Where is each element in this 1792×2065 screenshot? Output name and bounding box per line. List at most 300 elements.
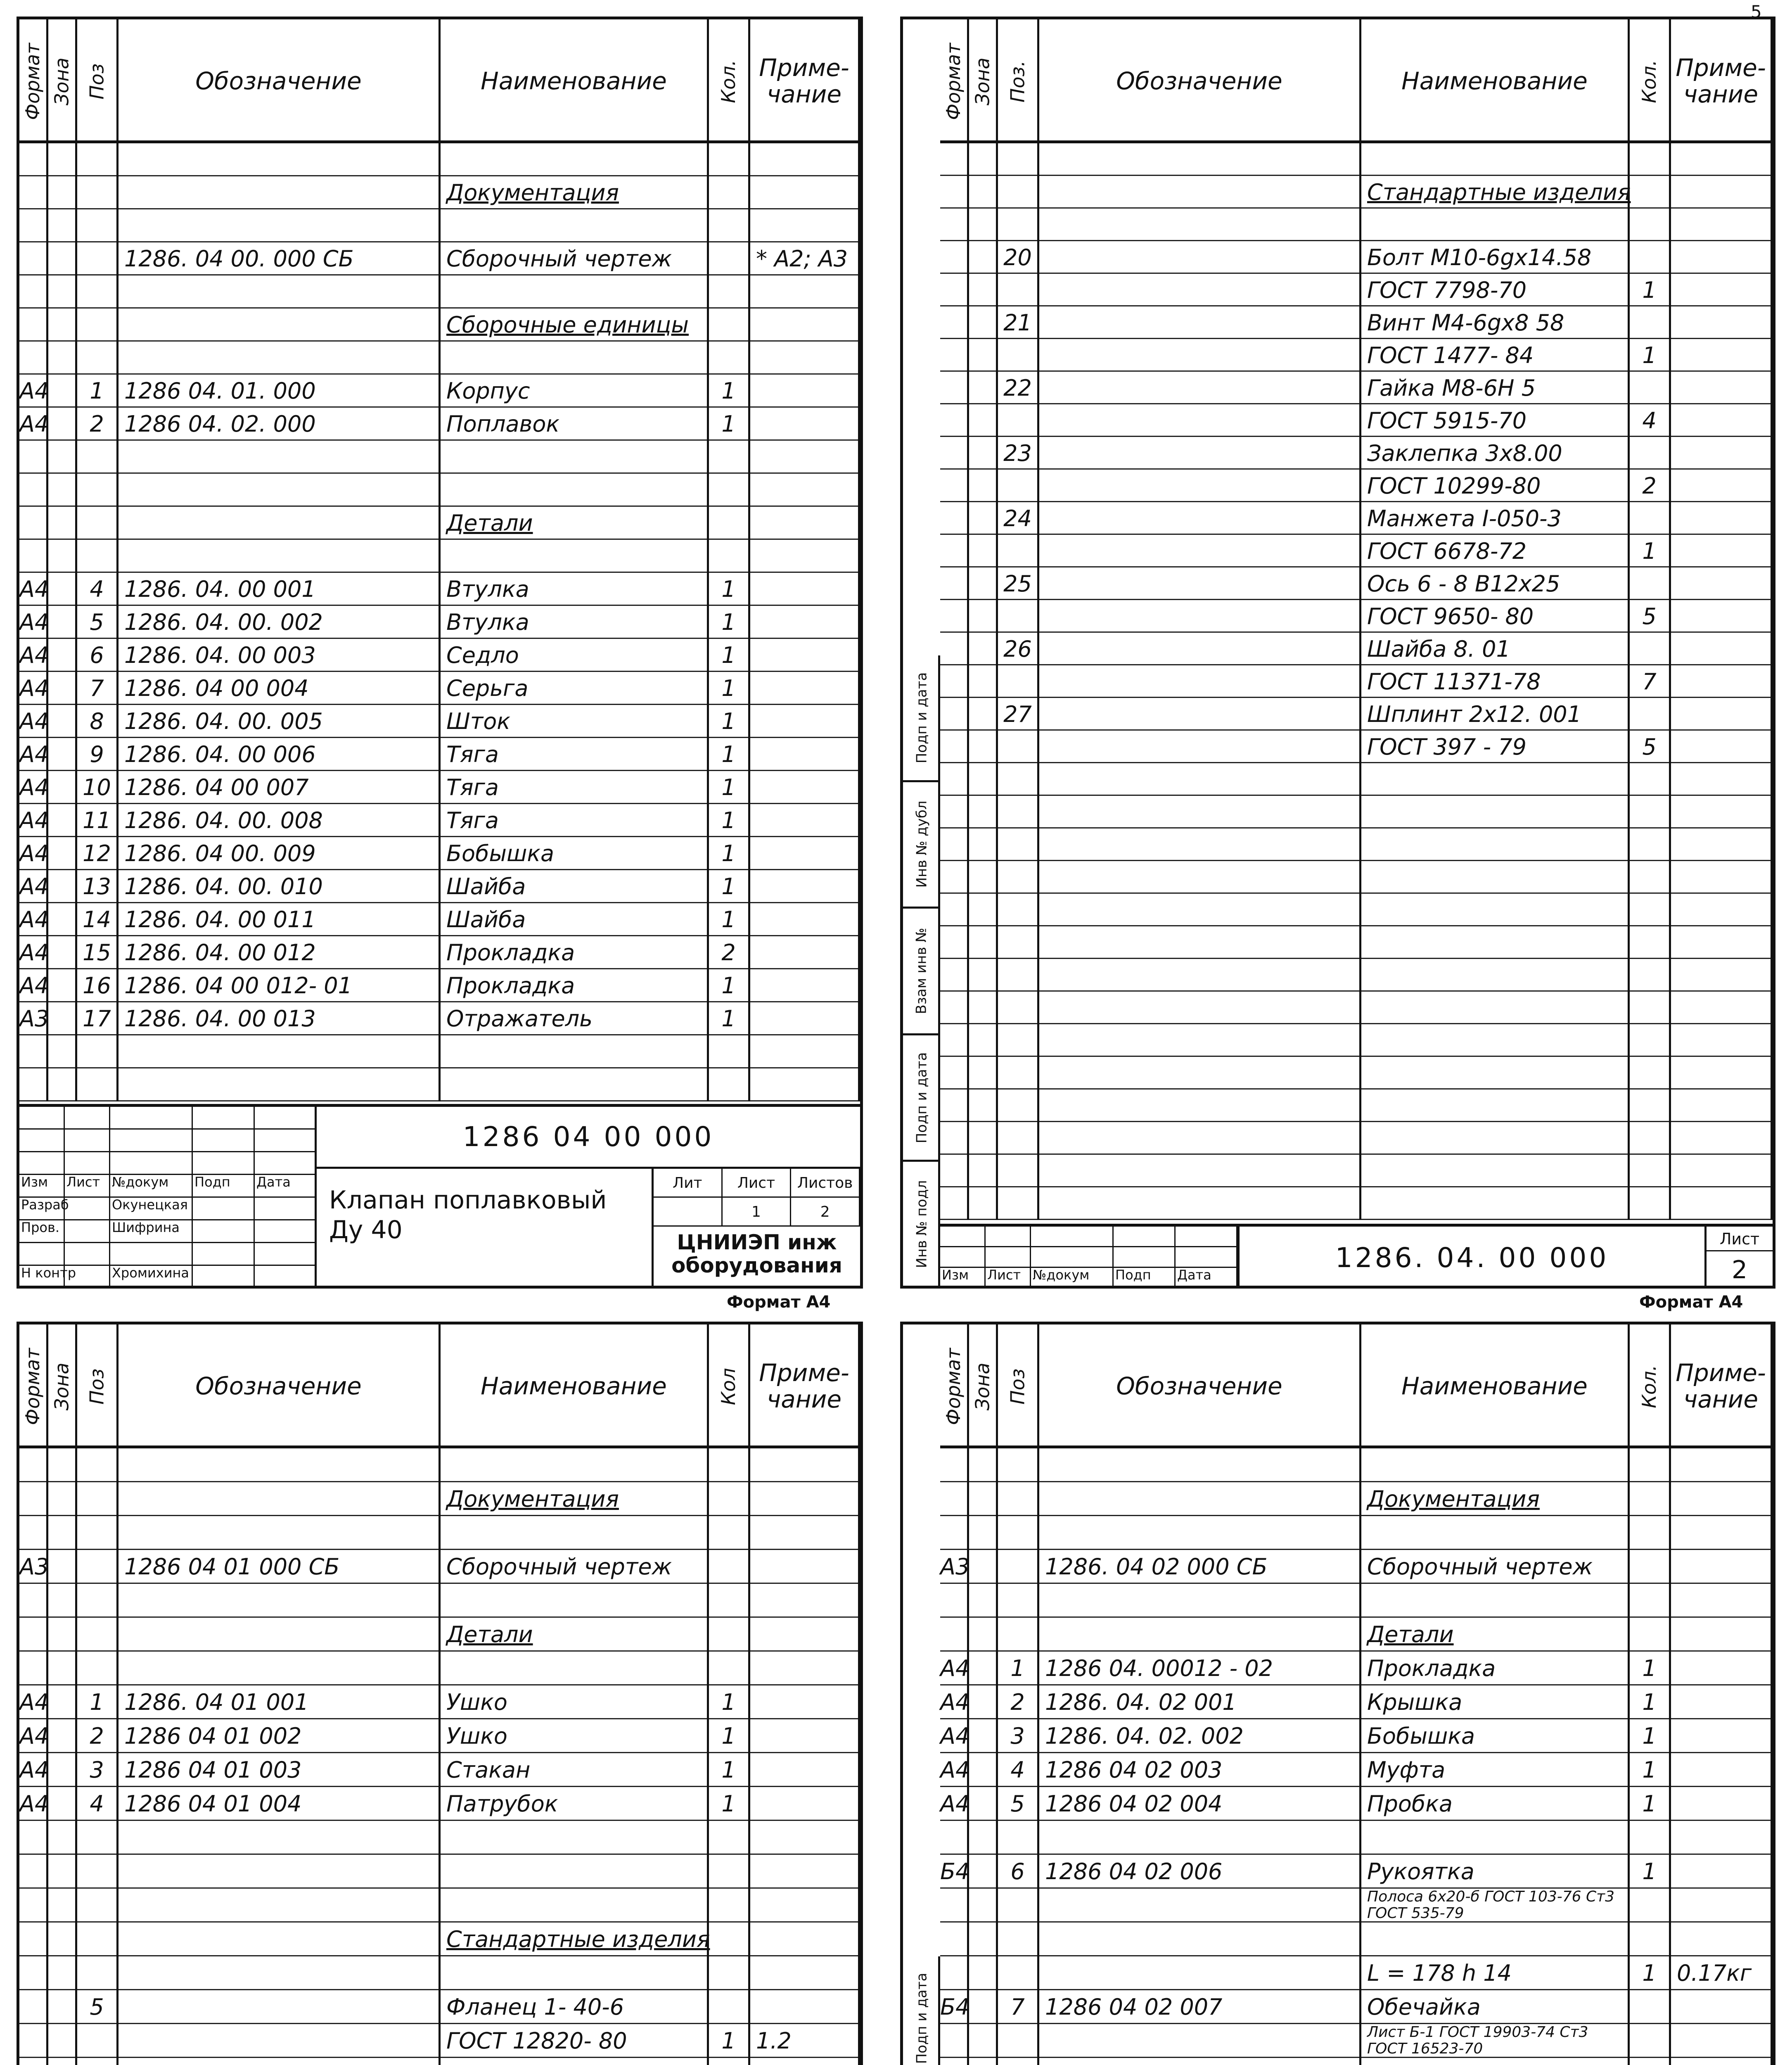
cell-qty-text: 1 [721,708,736,734]
signature-cell [255,1107,317,1130]
cell-note [750,837,860,870]
cell-designation [1039,209,1361,241]
cell-note [1671,763,1773,796]
cell-zone [969,1956,998,1990]
cell-name-text: Шайба [446,907,526,933]
cell-name-text: ГОСТ 5915-70 [1367,408,1527,434]
cell-qty-text: 1 [721,1689,736,1715]
cell-pos [77,275,119,309]
table-row [19,936,860,969]
signature-cell [65,1266,110,1289]
cell-pos-text: 9 [90,741,104,767]
cell-note [750,606,860,639]
cell-name [441,1584,709,1618]
cell-note [750,969,860,1002]
signature-cell [1114,1227,1176,1247]
cell-name-text: ГОСТ 7798-70 [1367,277,1527,303]
cell-note [1671,698,1773,731]
cell-form [940,1685,969,1719]
cell-name [1361,1482,1630,1516]
cell-pos [998,176,1039,209]
cell-qty [709,1618,750,1652]
table-row [19,870,860,903]
cell-pos-text: 5 [1010,1791,1025,1817]
cell-pos [77,1923,119,1956]
cell-pos-text: 13 [83,873,111,900]
cell-qty [1630,1821,1671,1855]
cell-pos [998,339,1039,372]
cell-zone [969,404,998,437]
cell-name-text: ГОСТ 6678-72 [1367,538,1527,564]
cell-designation [1039,1057,1361,1089]
cell-zone [48,837,77,870]
cell-pos-text: 4 [90,1791,104,1817]
cell-note [1671,1448,1773,1482]
cell-qty [1630,1057,1671,1089]
cell-pos-text: 8 [90,708,104,734]
cell-designation [119,936,441,969]
cell-name-text: Стандартные изделия [446,1926,710,1952]
cell-name-text: Рукоятка [1367,1858,1474,1885]
cell-pos [77,606,119,639]
cell-designation [119,837,441,870]
cell-note [750,903,860,936]
cell-name [1361,959,1630,992]
cell-note [1671,176,1773,209]
cell-pos [77,474,119,507]
cell-pos [998,1923,1039,1956]
cell-designation [119,1821,441,1855]
cell-form [19,1787,48,1821]
table-row [940,1024,1773,1057]
signature-cell [65,1220,110,1243]
cell-form [19,342,48,375]
cell-qty-text: 4 [1642,408,1657,434]
cell-qty [1630,698,1671,731]
cell-designation [1039,926,1361,959]
cell-qty [1630,241,1671,274]
cell-designation [119,408,441,441]
cell-qty-text: 1 [721,378,736,404]
cell-pos-text: 6 [90,642,104,668]
cell-qty [1630,470,1671,502]
cell-designation [119,1719,441,1753]
cell-pos-text: 3 [1010,1723,1025,1749]
cell-note [1671,502,1773,535]
spec-sheet [900,17,1775,1289]
cell-name-text: Фланец 1- 40-6 [446,1994,624,2020]
cell-zone [48,1753,77,1787]
cell-designation [1039,796,1361,828]
cell-form [19,1889,48,1923]
cell-name [1361,372,1630,404]
cell-designation [1039,1448,1361,1482]
side-stamp-cell [903,782,940,909]
cell-designation-text: 1286. 04. 02 001 [1045,1689,1237,1715]
cell-note [1671,926,1773,959]
spec-sheet [17,17,863,1289]
cell-qty [709,1956,750,1990]
header-form [940,19,969,143]
cell-name [1361,1187,1630,1220]
table-row [940,1618,1773,1652]
cell-zone [969,1652,998,1685]
cell-name-text: Седло [446,642,519,668]
cell-name-text: Серьга [446,675,529,701]
cell-designation [119,176,441,209]
cell-name [441,1923,709,1956]
cell-form [19,738,48,771]
cell-form [19,1448,48,1482]
cell-pos [998,1990,1039,2024]
side-stamp-strip [903,655,940,1286]
cell-form [940,992,969,1024]
cell-pos-text: 5 [90,609,104,635]
cell-zone [969,1122,998,1155]
cell-qty [1630,535,1671,567]
cell-zone [969,796,998,828]
cell-name [441,209,709,242]
signature-header-list: Лист [65,1175,110,1198]
cell-form-text: А4 [19,1791,49,1817]
cell-name-text: Корпус [446,378,530,404]
cell-form [940,1821,969,1855]
cell-designation [119,441,441,474]
cell-form [940,372,969,404]
table-row [940,1155,1773,1187]
cell-form-text: А4 [19,940,49,966]
cell-designation [1039,698,1361,731]
cell-name [1361,633,1630,665]
cell-form [940,731,969,763]
signature-cell [193,1198,255,1220]
cell-qty [709,1448,750,1482]
table-row [19,1990,860,2024]
signature-cell [193,1220,255,1243]
cell-pos [77,1821,119,1855]
cell-name-text: Крышка [1367,1689,1463,1715]
side-stamp-label: Подп и дата [913,1972,930,2064]
cell-note [1671,665,1773,698]
cell-zone [969,502,998,535]
cell-designation-text: 1286. 04 01 001 [124,1689,309,1715]
table-row [19,771,860,804]
cell-form [19,209,48,242]
cell-designation [119,1685,441,1719]
cell-note [750,1990,860,2024]
cell-qty [709,1889,750,1923]
cell-name-text: Болт М10-6gх14.58 [1367,244,1592,271]
cell-pos [998,1652,1039,1685]
cell-pos [998,828,1039,861]
cell-name [1361,567,1630,600]
cell-designation [119,375,441,408]
cell-name [441,639,709,672]
cell-pos [998,1550,1039,1584]
cell-form [19,1002,48,1035]
cell-pos-text: 7 [90,675,104,701]
cell-qty-text: 1 [721,576,736,602]
cell-qty-text: 1 [721,609,736,635]
table-header [19,19,860,143]
cell-pos [77,441,119,474]
header-name-label: Наименование [481,1372,667,1400]
cell-note [1671,1155,1773,1187]
cell-name-text: Шайба 8. 01 [1367,636,1510,662]
cell-note [750,1652,860,1685]
table-row [940,731,1773,763]
cell-qty-text: 1 [721,907,736,933]
cell-pos [998,1024,1039,1057]
header-zone-label: Зона [971,1362,994,1410]
cell-pos-text: 10 [83,774,111,800]
cell-note [750,1685,860,1719]
cell-form [940,1889,969,1923]
cell-name [1361,1516,1630,1550]
cell-designation-text: 1286 04 01 002 [124,1723,302,1749]
cell-designation [119,1550,441,1584]
cell-qty [1630,665,1671,698]
person-name: Окунецкая [110,1198,193,1220]
table-row [940,926,1773,959]
cell-pos-text: 26 [1003,636,1032,662]
cell-name [1361,1889,1630,1923]
header-pos [998,19,1039,143]
cell-designation-text: 1286 04. 00012 - 02 [1045,1655,1273,1681]
cell-qty [1630,1956,1671,1990]
cell-name-text: Заклепка 3х8.00 [1367,440,1562,466]
cell-pos [998,731,1039,763]
cell-name-text: Бобышка [1367,1723,1475,1749]
cell-note [1671,2058,1773,2065]
cell-designation [1039,1821,1361,1855]
cell-qty [709,209,750,242]
cell-form [940,1024,969,1057]
cell-form-text: А4 [19,378,49,404]
cell-name [441,176,709,209]
cell-form-text: А4 [19,873,49,900]
cell-zone [48,1482,77,1516]
cell-qty-text: 1 [721,675,736,701]
cell-form [940,1187,969,1220]
cell-pos [998,1122,1039,1155]
cell-pos [77,969,119,1002]
cell-form [940,470,969,502]
cell-designation [1039,567,1361,600]
cell-designation [119,969,441,1002]
cell-name-text: Бобышка [446,840,555,866]
cell-form [940,763,969,796]
lit-header-lit_h: Лит [654,1169,723,1196]
cell-pos [77,1652,119,1685]
cell-pos [998,2058,1039,2065]
cell-zone [969,1889,998,1923]
cell-name [441,1990,709,2024]
cell-name [1361,1618,1630,1652]
header-zone [969,1324,998,1448]
header-designation [119,1324,441,1448]
cell-form [940,796,969,828]
cell-pos-text: 12 [83,840,111,866]
cell-form [19,1685,48,1719]
cell-designation [119,1448,441,1482]
cell-name [1361,828,1630,861]
cell-designation [1039,2024,1361,2058]
cell-pos [998,404,1039,437]
cell-form [19,606,48,639]
cell-designation-text: 1286. 04 00 012- 01 [124,973,352,999]
cell-name-text: Стандартные изделия [1367,179,1631,205]
cell-zone [969,1753,998,1787]
cell-zone [48,1889,77,1923]
table-row [19,1889,860,1923]
cell-qty [709,1990,750,2024]
cell-designation [119,672,441,705]
cell-qty [709,1584,750,1618]
cell-pos [77,804,119,837]
cell-qty-text: 1 [1642,1655,1657,1681]
cell-pos [77,870,119,903]
cell-pos-text: 3 [90,1757,104,1783]
cell-form-text: А4 [19,1723,49,1749]
cell-zone [48,1923,77,1956]
cell-form-text: А4 [940,1723,970,1749]
cell-pos [998,437,1039,470]
cell-name [441,474,709,507]
cell-form [940,1448,969,1482]
cell-form [19,1855,48,1889]
cell-name [441,1719,709,1753]
cell-form [940,959,969,992]
cell-qty [1630,894,1671,926]
table-row [19,1035,860,1068]
cell-qty [709,639,750,672]
table-row [19,1584,860,1618]
cell-zone [48,672,77,705]
cell-form [940,1122,969,1155]
table-row [19,375,860,408]
cell-designation [119,242,441,275]
cell-qty [709,1002,750,1035]
cell-form [19,143,48,176]
cell-name [1361,600,1630,633]
cell-name-text: Гайка М8-6Н 5 [1367,375,1536,401]
cell-qty-text: 2 [1642,473,1657,499]
cell-pos [998,1787,1039,1821]
cell-zone [48,342,77,375]
cell-zone [969,1990,998,2024]
cell-designation [1039,1889,1361,1923]
cell-pos [998,1821,1039,1855]
cell-note [1671,2024,1773,2058]
cell-qty [1630,176,1671,209]
table-row [19,1550,860,1584]
cell-zone [969,1024,998,1057]
cell-name [1361,535,1630,567]
side-stamp-label: Подп и дата [913,672,930,764]
cell-pos [77,342,119,375]
table-row [19,606,860,639]
cell-note [750,1889,860,1923]
table-row [940,1187,1773,1220]
cell-qty-text: 1 [721,774,736,800]
cell-form [19,1923,48,1956]
table-row [19,1821,860,1855]
cell-designation [119,804,441,837]
cell-name [1361,1753,1630,1787]
cell-qty [709,309,750,342]
cell-pos [77,1035,119,1068]
cell-name [1361,176,1630,209]
table-row [940,796,1773,828]
cell-qty [709,1516,750,1550]
sheet-body [940,19,1773,1286]
cell-zone [48,1068,77,1101]
cell-form [19,1482,48,1516]
cell-designation [1039,1956,1361,1990]
cell-zone [969,143,998,176]
cell-form [940,926,969,959]
cell-name [441,705,709,738]
cell-form [940,1787,969,1821]
cell-name [1361,241,1630,274]
table-row [940,535,1773,567]
cell-name [441,870,709,903]
cell-zone [48,441,77,474]
cell-form [940,1089,969,1122]
cell-name-text: Ушко [446,1723,507,1749]
format-label: Формат А4 [1639,1293,1743,1312]
cell-pos [77,771,119,804]
cell-pos [77,903,119,936]
cell-form-text: А3 [940,1554,970,1580]
table-row [940,241,1773,274]
table-row [19,2058,860,2065]
table-row [940,1550,1773,1584]
cell-pos-text: 2 [90,1723,104,1749]
cell-pos-text: 23 [1003,440,1032,466]
cell-form [19,870,48,903]
cell-note [750,441,860,474]
cell-form [19,837,48,870]
table-row [940,470,1773,502]
cell-form-text: А4 [19,840,49,866]
cell-name-text: Прокладка [446,973,575,999]
cell-qty [1630,1024,1671,1057]
table-row [19,209,860,242]
cell-pos [998,600,1039,633]
cell-form [940,698,969,731]
cell-form [940,1990,969,2024]
side-stamp-label: Подп и дата [913,1052,930,1143]
title-block-main [317,1107,860,1289]
cell-form-text: А4 [940,1655,970,1681]
lit-value-row [654,1198,860,1227]
cell-zone [969,1821,998,1855]
cell-form [19,375,48,408]
cell-qty [1630,1753,1671,1787]
cell-pos [998,470,1039,502]
cell-form [940,633,969,665]
cell-qty [1630,633,1671,665]
cell-name-text: Шток [446,708,510,734]
cell-pos [77,738,119,771]
cell-note [750,1787,860,1821]
cell-name-text: Полоса 6х20-б ГОСТ 103-76 Ст3 ГОСТ 535-79 [1367,1888,1615,1922]
table-row [940,437,1773,470]
cell-name [1361,698,1630,731]
cell-pos [998,535,1039,567]
